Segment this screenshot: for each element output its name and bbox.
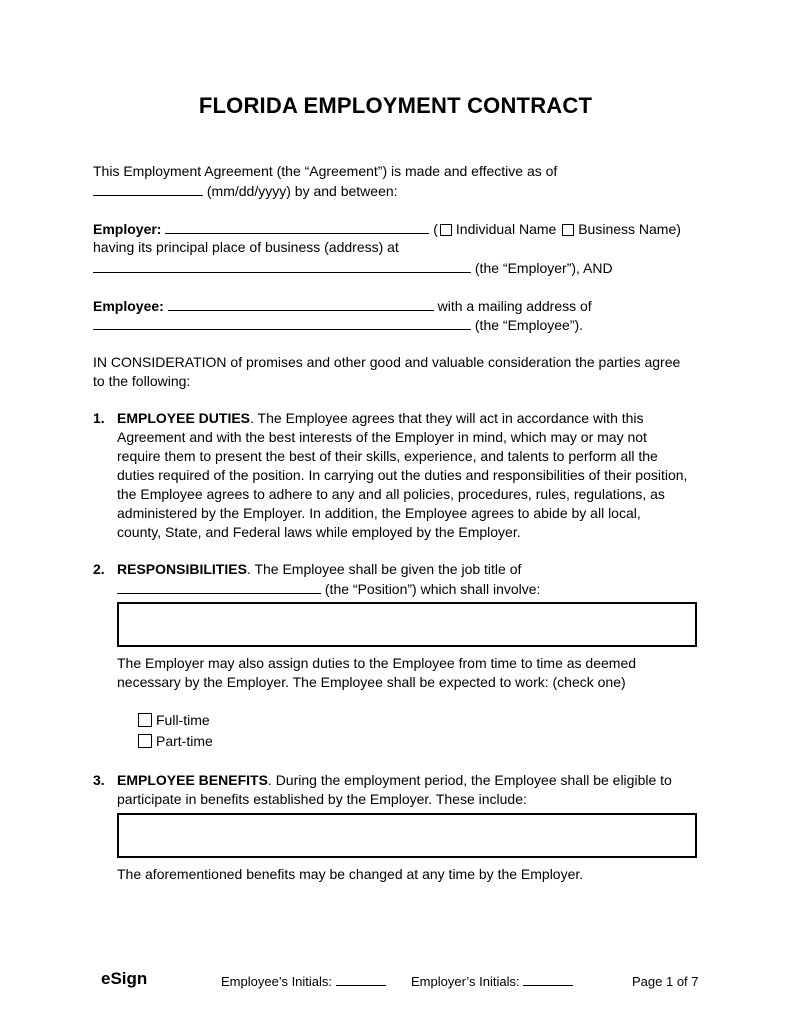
individual-name-label: Individual Name: [455, 221, 557, 237]
employee-name-field[interactable]: [168, 296, 434, 311]
employer-paren: (: [433, 221, 438, 237]
section-2-text: . The Employee shall be given the job title of: [246, 561, 522, 577]
section-3-first-line: [117, 771, 672, 790]
section-1-line: require them to present the best of their skills, experience, and talents to perform all the: [117, 448, 658, 464]
section-1-line: administered by the Employer. In addition, the Employee agrees to abide by all local,: [117, 505, 641, 521]
section-1-heading: EMPLOYEE DUTIES: [117, 410, 251, 426]
section-2-first-line: [117, 560, 521, 579]
section-3-text: . During the employment period, the Employee shall be eligible to: [267, 772, 672, 788]
responsibilities-text-box[interactable]: [117, 602, 697, 647]
intro-line-1: This Employment Agreement (the “Agreement”) is made and effective as of: [93, 163, 558, 179]
employee-mailing-text: with a mailing address of: [437, 298, 592, 314]
section-2-heading: RESPONSIBILITIES: [117, 561, 247, 577]
employer-name-field[interactable]: [165, 219, 429, 234]
individual-name-checkbox[interactable]: [440, 224, 452, 236]
employee-address-field[interactable]: [93, 315, 471, 330]
esign-logo: eSign: [101, 969, 148, 988]
employer-address-field[interactable]: [93, 258, 471, 273]
employer-initials: [411, 972, 573, 991]
section-2-number: 2.: [93, 561, 105, 577]
benefits-text-box[interactable]: [117, 813, 697, 858]
position-suffix: (the “Position”) which shall involve:: [324, 581, 541, 597]
section-2-after-line-2: necessary by the Employer. The Employee shall be expected to work: (check one): [117, 674, 626, 690]
employee-label: Employee:: [93, 298, 164, 314]
effective-date-field[interactable]: [93, 181, 203, 196]
employer-initials-label: Employer’s Initials:: [411, 974, 520, 989]
consideration-line-2: to the following:: [93, 373, 191, 389]
employer-suffix: (the “Employer”), AND: [474, 260, 613, 276]
part-time-option[interactable]: [136, 732, 213, 751]
section-1-line: county, State, and Federal laws while employed by the Employer.: [117, 524, 521, 540]
document-title: FLORIDA EMPLOYMENT CONTRACT: [198, 93, 593, 118]
position-line: [117, 579, 540, 599]
business-name-label: Business Name): [578, 221, 681, 237]
section-3-after-box: The aforementioned benefits may be changed at any time by the Employer.: [117, 866, 584, 882]
employer-line: [93, 219, 681, 239]
section-3-number: 3.: [93, 772, 105, 788]
full-time-option[interactable]: [136, 711, 210, 730]
section-1-first-line: [117, 409, 644, 428]
employee-initials-field[interactable]: [336, 973, 386, 986]
section-2-after-line-1: The Employer may also assign duties to the Employee from time to time as deemed: [117, 655, 637, 671]
intro-date-suffix: (mm/dd/yyyy) by and between:: [206, 183, 398, 199]
employee-suffix: (the “Employee”).: [474, 317, 584, 333]
employee-initials-label: Employee’s Initials:: [221, 974, 333, 989]
employee-initials: [221, 972, 386, 991]
section-1-line: Agreement and with the best interests of the Employer in mind, which may or may not: [117, 429, 647, 445]
part-time-label: Part-time: [156, 733, 213, 749]
section-1-line: duties required of the position. In carrying out the duties and responsibilities of their position,: [117, 467, 688, 483]
intro-line-2: [93, 181, 398, 201]
section-3-heading: EMPLOYEE BENEFITS: [117, 772, 268, 788]
section-1-number: 1.: [93, 410, 105, 426]
part-time-checkbox[interactable]: [138, 734, 152, 748]
consideration-line-1: IN CONSIDERATION of promises and other good and valuable consideration the parties agree: [93, 354, 681, 370]
employer-address-label: having its principal place of business (address) at: [93, 239, 399, 255]
page-number: Page 1 of 7: [632, 974, 699, 989]
employer-initials-field[interactable]: [523, 973, 573, 986]
full-time-checkbox[interactable]: [138, 713, 152, 727]
section-1-text: . The Employee agrees that they will act in accordance with this: [250, 410, 644, 426]
employer-address-line: [93, 258, 613, 278]
employer-label: Employer:: [93, 221, 162, 237]
section-1-line: the Employee agrees to adhere to any and all policies, procedures, rules, regulations, as: [117, 486, 665, 502]
full-time-label: Full-time: [156, 712, 210, 728]
employee-address-line: [93, 315, 583, 335]
business-name-checkbox[interactable]: [562, 224, 574, 236]
employee-line: [93, 296, 592, 316]
section-3-line-2: participate in benefits established by the Employer. These include:: [117, 791, 527, 807]
position-title-field[interactable]: [117, 579, 321, 594]
